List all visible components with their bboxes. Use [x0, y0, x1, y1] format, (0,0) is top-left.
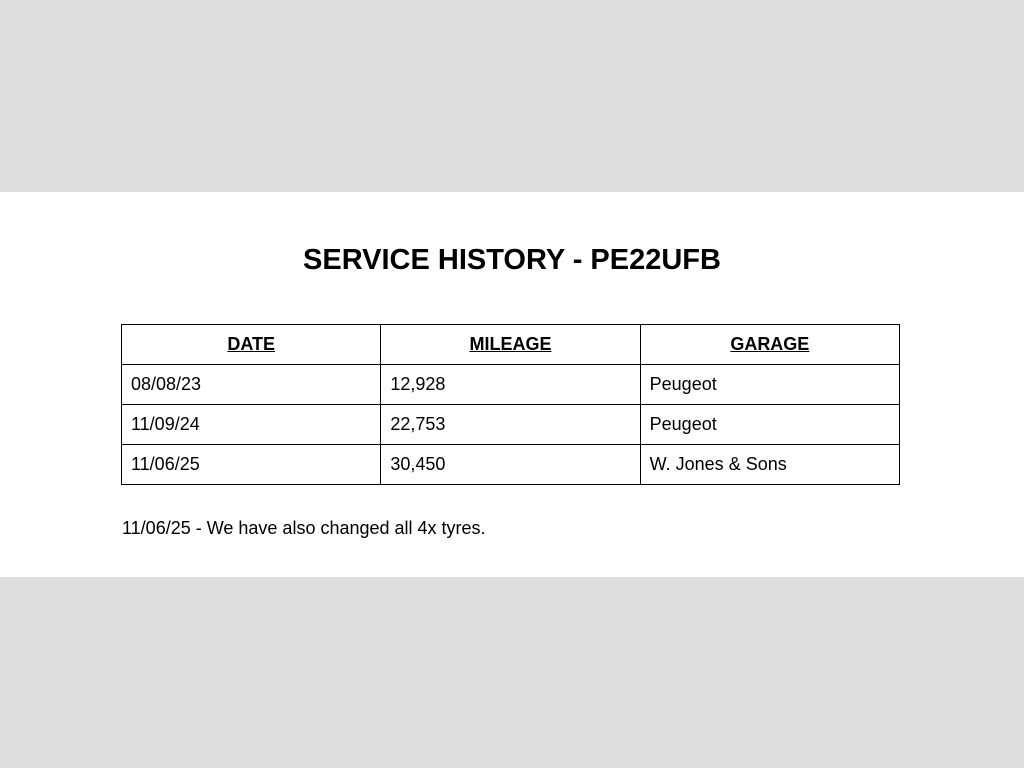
garage-cell: Peugeot	[640, 365, 899, 405]
mileage-cell: 30,450	[381, 445, 640, 485]
service-history-table	[121, 324, 900, 485]
column-header-date: DATE	[122, 325, 381, 365]
date-cell: 08/08/23	[122, 365, 381, 405]
mileage-cell: 12,928	[381, 365, 640, 405]
table-row	[122, 445, 900, 485]
document-title: SERVICE HISTORY - PE22UFB	[303, 244, 721, 276]
date-cell: 11/06/25	[122, 445, 381, 485]
table-row	[122, 365, 900, 405]
table-row	[122, 405, 900, 445]
mileage-cell: 22,753	[381, 405, 640, 445]
service-note: 11/06/25 - We have also changed all 4x tyres.	[122, 518, 486, 538]
garage-cell: W. Jones & Sons	[640, 445, 899, 485]
table-header-row	[122, 325, 900, 365]
date-cell: 11/09/24	[122, 405, 381, 445]
column-header-mileage: MILEAGE	[381, 325, 640, 365]
document-page	[0, 192, 1024, 577]
garage-cell: Peugeot	[640, 405, 899, 445]
column-header-garage: GARAGE	[640, 325, 899, 365]
